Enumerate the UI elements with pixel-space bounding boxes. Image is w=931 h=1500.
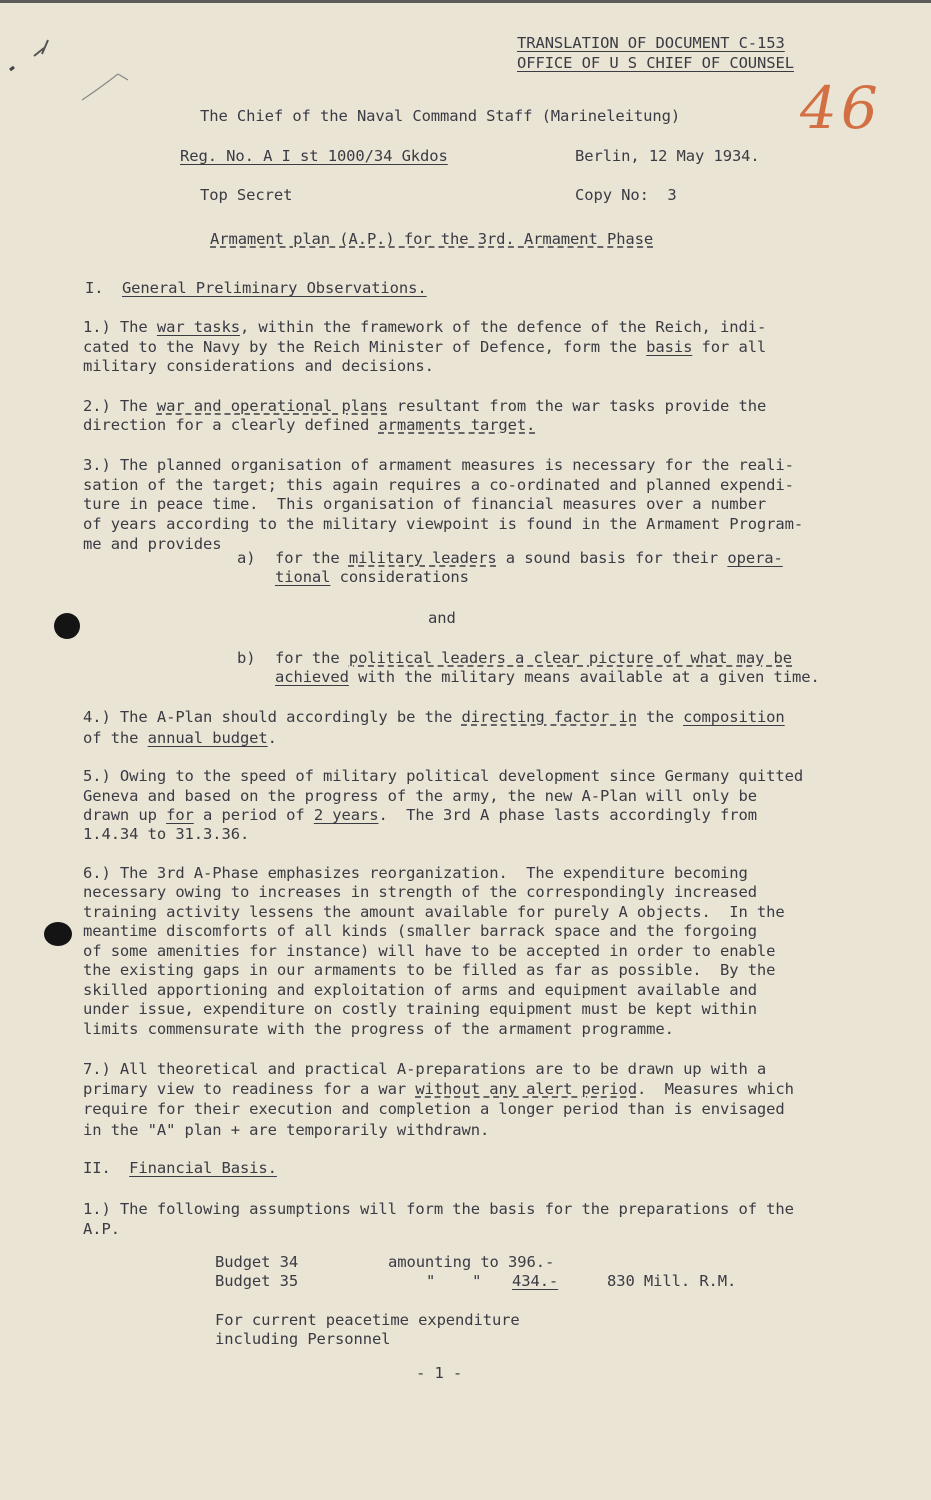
para-6-line-2: necessary owing to increases in strength of the correspondingly increased <box>83 883 757 901</box>
para-3-item-b-label: b) <box>237 649 256 667</box>
para-1-line-1: 1.) The war tasks, within the framework of the defence of the Reich, indi- <box>83 318 767 336</box>
para-1-line-2: cated to the Navy by the Reich Minister of Defence, form the basis for all <box>83 338 767 356</box>
para-6-line-7: skilled apportioning and exploitation of arms and equipment available and <box>83 981 757 999</box>
para-3-line-2: sation of the target; this again requires a co-ordinated and planned expendi- <box>83 476 794 494</box>
para-2-line-2: direction for a clearly defined armaments target. <box>83 416 536 434</box>
document-title: Armament plan (A.P.) for the 3rd. Armament Phase <box>210 230 654 248</box>
para-3-line-1: 3.) The planned organisation of armament measures is necessary for the reali- <box>83 456 794 474</box>
para-5-line-3: drawn up for a period of 2 years. The 3rd A phase lasts accordingly from <box>83 806 757 824</box>
para-7-line-2: primary view to readiness for a war without any alert period. Measures which <box>83 1080 794 1098</box>
para-4-line-2: of the annual budget. <box>83 729 277 747</box>
para-7-line-4: in the "A" plan + are temporarily withdrawn. <box>83 1121 490 1139</box>
budget-note-line-1: For current peacetime expenditure <box>215 1311 520 1329</box>
para-3-item-b-line-2: achieved with the military means available at a given time. <box>275 668 820 686</box>
para-6-line-9: limits commensurate with the progress of the armament programme. <box>83 1020 674 1038</box>
para-3-line-4: of years according to the military viewpoint is found in the Armament Program- <box>83 515 804 533</box>
para-6-line-6: the existing gaps in our armaments to be filled as far as possible. By the <box>83 961 776 979</box>
budget-35-ditto: " " <box>426 1272 482 1290</box>
para-3-item-a-label: a) <box>237 549 256 567</box>
classification: Top Secret <box>200 186 293 204</box>
para-3-item-a-line-1: for the military leaders a sound basis for their opera- <box>275 549 783 567</box>
para-6-line-8: under issue, expenditure on costly training equipment must be kept within <box>83 1000 757 1018</box>
para-6-line-5: of some amenities for instance) will have to be accepted in order to enable <box>83 942 776 960</box>
top-edge <box>0 0 931 3</box>
para-3-line-3: ture in peace time. This organisation of financial measures over a number <box>83 495 767 513</box>
para-1-line-3: military considerations and decisions. <box>83 357 434 375</box>
para-6-line-1: 6.) The 3rd A-Phase emphasizes reorganization. The expenditure becoming <box>83 864 748 882</box>
para-4-line-1: 4.) The A-Plan should accordingly be the directing factor in the composition <box>83 708 785 726</box>
reg-number: Reg. No. A I st 1000/34 Gkdos <box>180 147 448 165</box>
para-5-line-1: 5.) Owing to the speed of military political development since Germany quitted <box>83 767 804 785</box>
budget-note-line-2: including Personnel <box>215 1330 391 1348</box>
page-number: - 1 - <box>416 1364 463 1382</box>
punch-hole-bottom <box>44 922 72 946</box>
para-6-line-4: meantime discomforts of all kinds (smaller barrack space and the forgoing <box>83 922 757 940</box>
para-5-line-4: 1.4.34 to 31.3.36. <box>83 825 250 843</box>
para-6-line-3: training activity lessens the amount available for purely A objects. In the <box>83 903 785 921</box>
section-2-heading: II. Financial Basis. <box>83 1159 277 1177</box>
para-7-line-3: require for their execution and completion a longer period than is envisaged <box>83 1100 785 1118</box>
budget-35-amount: 434.- <box>512 1272 559 1290</box>
handwritten-number: 46 <box>800 74 882 142</box>
section-2-para-1-line-2: A.P. <box>83 1220 120 1238</box>
budget-35-label: Budget 35 <box>215 1272 299 1290</box>
translation-line-2: OFFICE OF U S CHIEF OF COUNSEL <box>517 54 794 72</box>
para-5-line-2: Geneva and based on the progress of the army, the new A-Plan will only be <box>83 787 757 805</box>
para-3-and: and <box>428 609 456 627</box>
punch-hole-top <box>54 613 80 639</box>
para-3-item-b-line-1: for the political leaders a clear picture of what may be <box>275 649 792 667</box>
copy-number: Copy No: 3 <box>575 186 677 204</box>
pencil-marks <box>0 28 140 108</box>
para-2-line-1: 2.) The war and operational plans resultant from the war tasks provide the <box>83 397 767 415</box>
place-date: Berlin, 12 May 1934. <box>575 147 760 165</box>
budget-total: 830 Mill. R.M. <box>607 1272 737 1290</box>
sender-line: The Chief of the Naval Command Staff (Marineleitung) <box>200 107 681 125</box>
budget-34-label: Budget 34 <box>215 1253 299 1271</box>
section-1-heading: I. General Preliminary Observations. <box>85 279 427 297</box>
para-3-line-5: me and provides <box>83 535 222 553</box>
translation-line-1: TRANSLATION OF DOCUMENT C-153 <box>517 34 785 52</box>
budget-34-amount: amounting to 396.- <box>388 1253 555 1271</box>
para-3-item-a-line-2: tional considerations <box>275 568 469 586</box>
para-7-line-1: 7.) All theoretical and practical A-preparations are to be drawn up with a <box>83 1060 767 1078</box>
section-2-para-1-line-1: 1.) The following assumptions will form the basis for the preparations of the <box>83 1200 794 1218</box>
